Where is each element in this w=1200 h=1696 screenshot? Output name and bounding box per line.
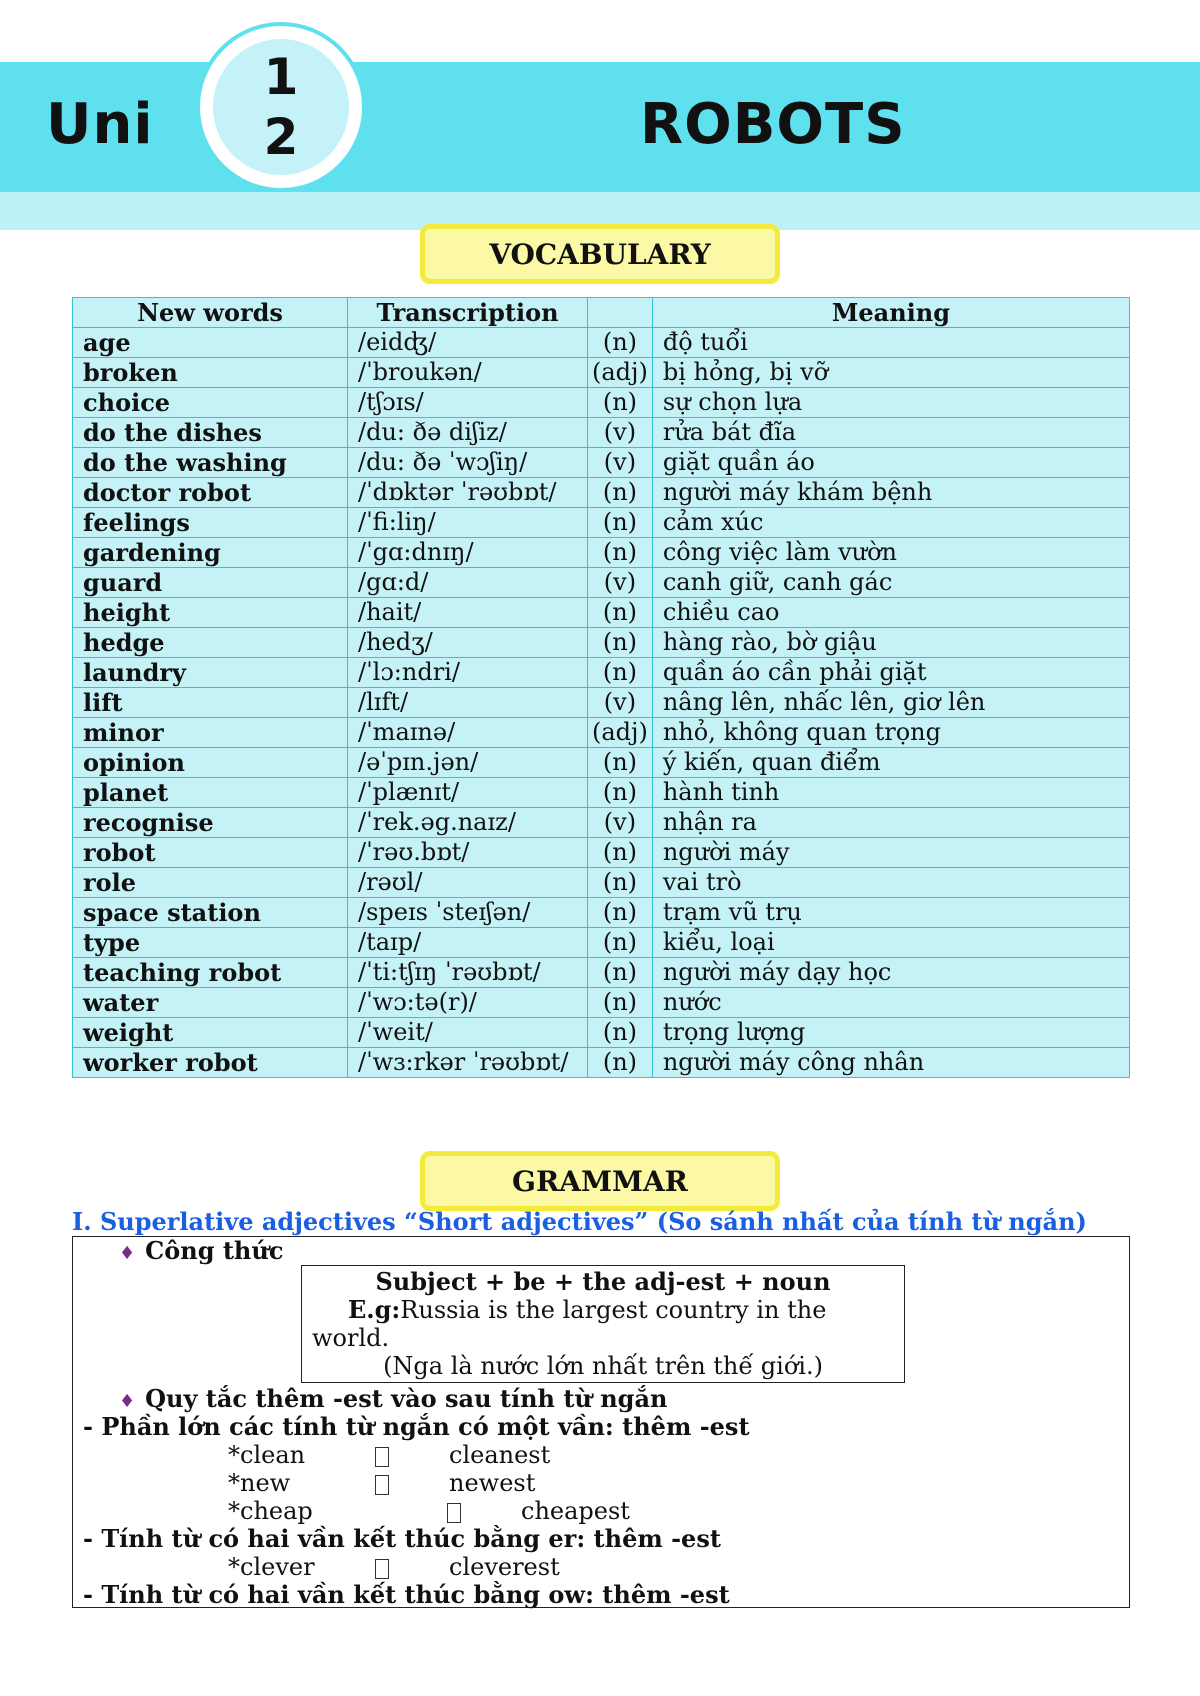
unit-digit-2: 2 bbox=[263, 108, 299, 166]
pos-cell: (n) bbox=[588, 628, 653, 658]
example-translation: (Nga là nước lớn nhất trên thế giới.) bbox=[383, 1352, 823, 1380]
transcription-cell: /hait/ bbox=[348, 598, 588, 628]
word-cell: opinion bbox=[73, 748, 348, 778]
meaning-cell: sự chọn lựa bbox=[652, 388, 1129, 418]
meaning-cell: hàng rào, bờ giậu bbox=[652, 628, 1129, 658]
transcription-cell: /tʃɔɪs/ bbox=[348, 388, 588, 418]
transcription-cell: /ˈmaɪnə/ bbox=[348, 718, 588, 748]
transcription-cell: /rəʊl/ bbox=[348, 868, 588, 898]
example-cleanest: cleanest bbox=[449, 1441, 551, 1469]
table-row bbox=[73, 388, 1130, 418]
table-row bbox=[73, 1048, 1130, 1078]
pos-cell: (n) bbox=[588, 838, 653, 868]
arrow-icon bbox=[375, 1471, 389, 1499]
transcription-cell: /hedʒ/ bbox=[348, 628, 588, 658]
pos-cell: (n) bbox=[588, 508, 653, 538]
transcription-cell: /əˈpɪn.jən/ bbox=[348, 748, 588, 778]
table-row bbox=[73, 778, 1130, 808]
example-line bbox=[312, 1296, 894, 1324]
word-cell: water bbox=[73, 988, 348, 1018]
meaning-cell: trạm vũ trụ bbox=[652, 898, 1129, 928]
arrow-icon bbox=[375, 1555, 389, 1583]
table-row bbox=[73, 1018, 1130, 1048]
transcription-cell: /ˈgɑ:dnɪŋ/ bbox=[348, 538, 588, 568]
meaning-cell: người máy bbox=[652, 838, 1129, 868]
table-row bbox=[73, 838, 1130, 868]
pos-cell: (n) bbox=[588, 478, 653, 508]
meaning-cell: bị hỏng, bị vỡ bbox=[652, 358, 1129, 388]
meaning-cell: người máy dạy học bbox=[652, 958, 1129, 988]
table-row bbox=[73, 658, 1130, 688]
pos-cell: (n) bbox=[588, 598, 653, 628]
transcription-cell: /ˈbroukən/ bbox=[348, 358, 588, 388]
word-cell: planet bbox=[73, 778, 348, 808]
word-cell: gardening bbox=[73, 538, 348, 568]
word-cell: hedge bbox=[73, 628, 348, 658]
table-row bbox=[73, 628, 1130, 658]
transcription-cell: /ˈrek.əg.naɪz/ bbox=[348, 808, 588, 838]
bullet-icon: ♦ bbox=[119, 1243, 136, 1264]
pos-cell: (v) bbox=[588, 448, 653, 478]
transcription-cell: /speɪs ˈsteɪʃən/ bbox=[348, 898, 588, 928]
pos-cell: (adj) bbox=[588, 358, 653, 388]
word-cell: weight bbox=[73, 1018, 348, 1048]
table-row bbox=[73, 898, 1130, 928]
example-text: Russia is the largest country in the bbox=[400, 1296, 827, 1324]
formula-label: Công thức bbox=[145, 1236, 284, 1265]
meaning-cell: rửa bát đĩa bbox=[652, 418, 1129, 448]
example-text-cont: world. bbox=[312, 1324, 390, 1352]
example-clean: *clean bbox=[228, 1441, 306, 1469]
word-cell: teaching robot bbox=[73, 958, 348, 988]
pos-cell: (v) bbox=[588, 418, 653, 448]
transcription-cell: /gɑ:d/ bbox=[348, 568, 588, 598]
word-cell: space station bbox=[73, 898, 348, 928]
pos-cell: (n) bbox=[588, 328, 653, 358]
pos-cell: (n) bbox=[588, 1018, 653, 1048]
table-row bbox=[73, 868, 1130, 898]
vocabulary-table-body bbox=[73, 328, 1130, 1078]
header-meaning: Meaning bbox=[652, 298, 1129, 328]
unit-label: Uni bbox=[46, 92, 154, 157]
vocabulary-heading: VOCABULARY bbox=[420, 224, 780, 284]
arrow-icon bbox=[375, 1443, 389, 1471]
pos-cell: (n) bbox=[588, 1048, 653, 1078]
pos-cell: (n) bbox=[588, 538, 653, 568]
table-row bbox=[73, 598, 1130, 628]
meaning-cell: nhỏ, không quan trọng bbox=[652, 718, 1129, 748]
meaning-cell: quần áo cần phải giặt bbox=[652, 658, 1129, 688]
meaning-cell: công việc làm vườn bbox=[652, 538, 1129, 568]
pos-cell: (v) bbox=[588, 688, 653, 718]
pos-cell: (n) bbox=[588, 928, 653, 958]
transcription-cell: /ˈfi:liŋ/ bbox=[348, 508, 588, 538]
transcription-cell: /ˈti:tʃɪŋ ˈrəʊbɒt/ bbox=[348, 958, 588, 988]
word-cell: worker robot bbox=[73, 1048, 348, 1078]
meaning-cell: người máy công nhân bbox=[652, 1048, 1129, 1078]
pos-cell: (n) bbox=[588, 988, 653, 1018]
example-newest: newest bbox=[449, 1469, 536, 1497]
rule-2: - Tính từ có hai vần kết thúc bằng er: thêm -est bbox=[83, 1524, 721, 1553]
transcription-cell: /ˈrəʊ.bɒt/ bbox=[348, 838, 588, 868]
rule-label: Quy tắc thêm -est vào sau tính từ ngắn bbox=[145, 1384, 668, 1413]
header-banner bbox=[0, 62, 1200, 192]
page-title: ROBOTS bbox=[640, 92, 906, 157]
table-row bbox=[73, 718, 1130, 748]
pos-cell: (n) bbox=[588, 658, 653, 688]
word-cell: guard bbox=[73, 568, 348, 598]
vocabulary-table bbox=[72, 297, 1130, 1078]
table-row bbox=[73, 538, 1130, 568]
unit-digit-1: 1 bbox=[263, 48, 299, 106]
table-row bbox=[73, 478, 1130, 508]
transcription-cell: /ˈlɔ:ndri/ bbox=[348, 658, 588, 688]
table-row bbox=[73, 448, 1130, 478]
word-cell: lift bbox=[73, 688, 348, 718]
example-new: *new bbox=[228, 1469, 291, 1497]
pos-cell: (adj) bbox=[588, 718, 653, 748]
table-row bbox=[73, 958, 1130, 988]
example-cheap: *cheap bbox=[228, 1497, 313, 1525]
pos-cell: (n) bbox=[588, 898, 653, 928]
example-clever: *clever bbox=[228, 1553, 315, 1581]
transcription-cell: /ˈweit/ bbox=[348, 1018, 588, 1048]
transcription-cell: /lɪft/ bbox=[348, 688, 588, 718]
transcription-cell: /ˈwɜ:rkər ˈrəʊbɒt/ bbox=[348, 1048, 588, 1078]
word-cell: robot bbox=[73, 838, 348, 868]
word-cell: do the washing bbox=[73, 448, 348, 478]
word-cell: doctor robot bbox=[73, 478, 348, 508]
pos-cell: (n) bbox=[588, 748, 653, 778]
table-row bbox=[73, 748, 1130, 778]
word-cell: feelings bbox=[73, 508, 348, 538]
formula-box bbox=[301, 1265, 905, 1383]
header-part-of-speech bbox=[588, 298, 653, 328]
transcription-cell: /eidʤ/ bbox=[348, 328, 588, 358]
grammar-box bbox=[72, 1236, 1130, 1608]
pos-cell: (n) bbox=[588, 868, 653, 898]
meaning-cell: giặt quần áo bbox=[652, 448, 1129, 478]
table-header-row bbox=[73, 298, 1130, 328]
pos-cell: (n) bbox=[588, 958, 653, 988]
table-row bbox=[73, 928, 1130, 958]
word-cell: choice bbox=[73, 388, 348, 418]
meaning-cell: độ tuổi bbox=[652, 328, 1129, 358]
example-label: E.g: bbox=[348, 1295, 401, 1324]
word-cell: laundry bbox=[73, 658, 348, 688]
rule-3: - Tính từ có hai vần kết thúc bằng ow: thêm -est bbox=[83, 1580, 730, 1609]
transcription-cell: /taɪp/ bbox=[348, 928, 588, 958]
meaning-cell: nhận ra bbox=[652, 808, 1129, 838]
arrow-icon bbox=[447, 1499, 461, 1527]
word-cell: height bbox=[73, 598, 348, 628]
word-cell: do the dishes bbox=[73, 418, 348, 448]
word-cell: broken bbox=[73, 358, 348, 388]
table-row bbox=[73, 808, 1130, 838]
header-transcription: Transcription bbox=[348, 298, 588, 328]
table-row bbox=[73, 688, 1130, 718]
grammar-section-title: I. Superlative adjectives “Short adjectives” (So sánh nhất của tính từ ngắn) bbox=[72, 1207, 1087, 1236]
meaning-cell: người máy khám bệnh bbox=[652, 478, 1129, 508]
transcription-cell: /ˈplænɪt/ bbox=[348, 778, 588, 808]
meaning-cell: cảm xúc bbox=[652, 508, 1129, 538]
pos-cell: (n) bbox=[588, 388, 653, 418]
formula-label-line bbox=[119, 1237, 283, 1268]
meaning-cell: hành tinh bbox=[652, 778, 1129, 808]
meaning-cell: kiểu, loại bbox=[652, 928, 1129, 958]
table-row bbox=[73, 418, 1130, 448]
grammar-heading-box: GRAMMAR bbox=[420, 1151, 780, 1211]
unit-number-badge bbox=[210, 36, 352, 178]
word-cell: recognise bbox=[73, 808, 348, 838]
table-row bbox=[73, 508, 1130, 538]
word-cell: role bbox=[73, 868, 348, 898]
meaning-cell: ý kiến, quan điểm bbox=[652, 748, 1129, 778]
formula-text: Subject + be + the adj-est + noun bbox=[375, 1267, 831, 1296]
table-row bbox=[73, 988, 1130, 1018]
example-cleverest: cleverest bbox=[449, 1553, 560, 1581]
pos-cell: (n) bbox=[588, 778, 653, 808]
header-new-words: New words bbox=[73, 298, 348, 328]
meaning-cell: chiều cao bbox=[652, 598, 1129, 628]
transcription-cell: /ˈdɒktər ˈrəʊbɒt/ bbox=[348, 478, 588, 508]
word-cell: minor bbox=[73, 718, 348, 748]
transcription-cell: /du: ðə ˈwɔʃiŋ/ bbox=[348, 448, 588, 478]
table-row bbox=[73, 568, 1130, 598]
pos-cell: (v) bbox=[588, 808, 653, 838]
word-cell: age bbox=[73, 328, 348, 358]
meaning-cell: trọng lượng bbox=[652, 1018, 1129, 1048]
meaning-cell: nâng lên, nhấc lên, giơ lên bbox=[652, 688, 1129, 718]
transcription-cell: /ˈwɔ:tə(r)/ bbox=[348, 988, 588, 1018]
example-cheapest: cheapest bbox=[521, 1497, 630, 1525]
pos-cell: (v) bbox=[588, 568, 653, 598]
table-row bbox=[73, 328, 1130, 358]
bullet-icon: ♦ bbox=[119, 1391, 136, 1412]
meaning-cell: canh giữ, canh gác bbox=[652, 568, 1129, 598]
meaning-cell: vai trò bbox=[652, 868, 1129, 898]
word-cell: type bbox=[73, 928, 348, 958]
table-row bbox=[73, 358, 1130, 388]
transcription-cell: /du: ðə diʃiz/ bbox=[348, 418, 588, 448]
rule-1: - Phần lớn các tính từ ngắn có một vần: thêm -est bbox=[83, 1412, 750, 1441]
meaning-cell: nước bbox=[652, 988, 1129, 1018]
